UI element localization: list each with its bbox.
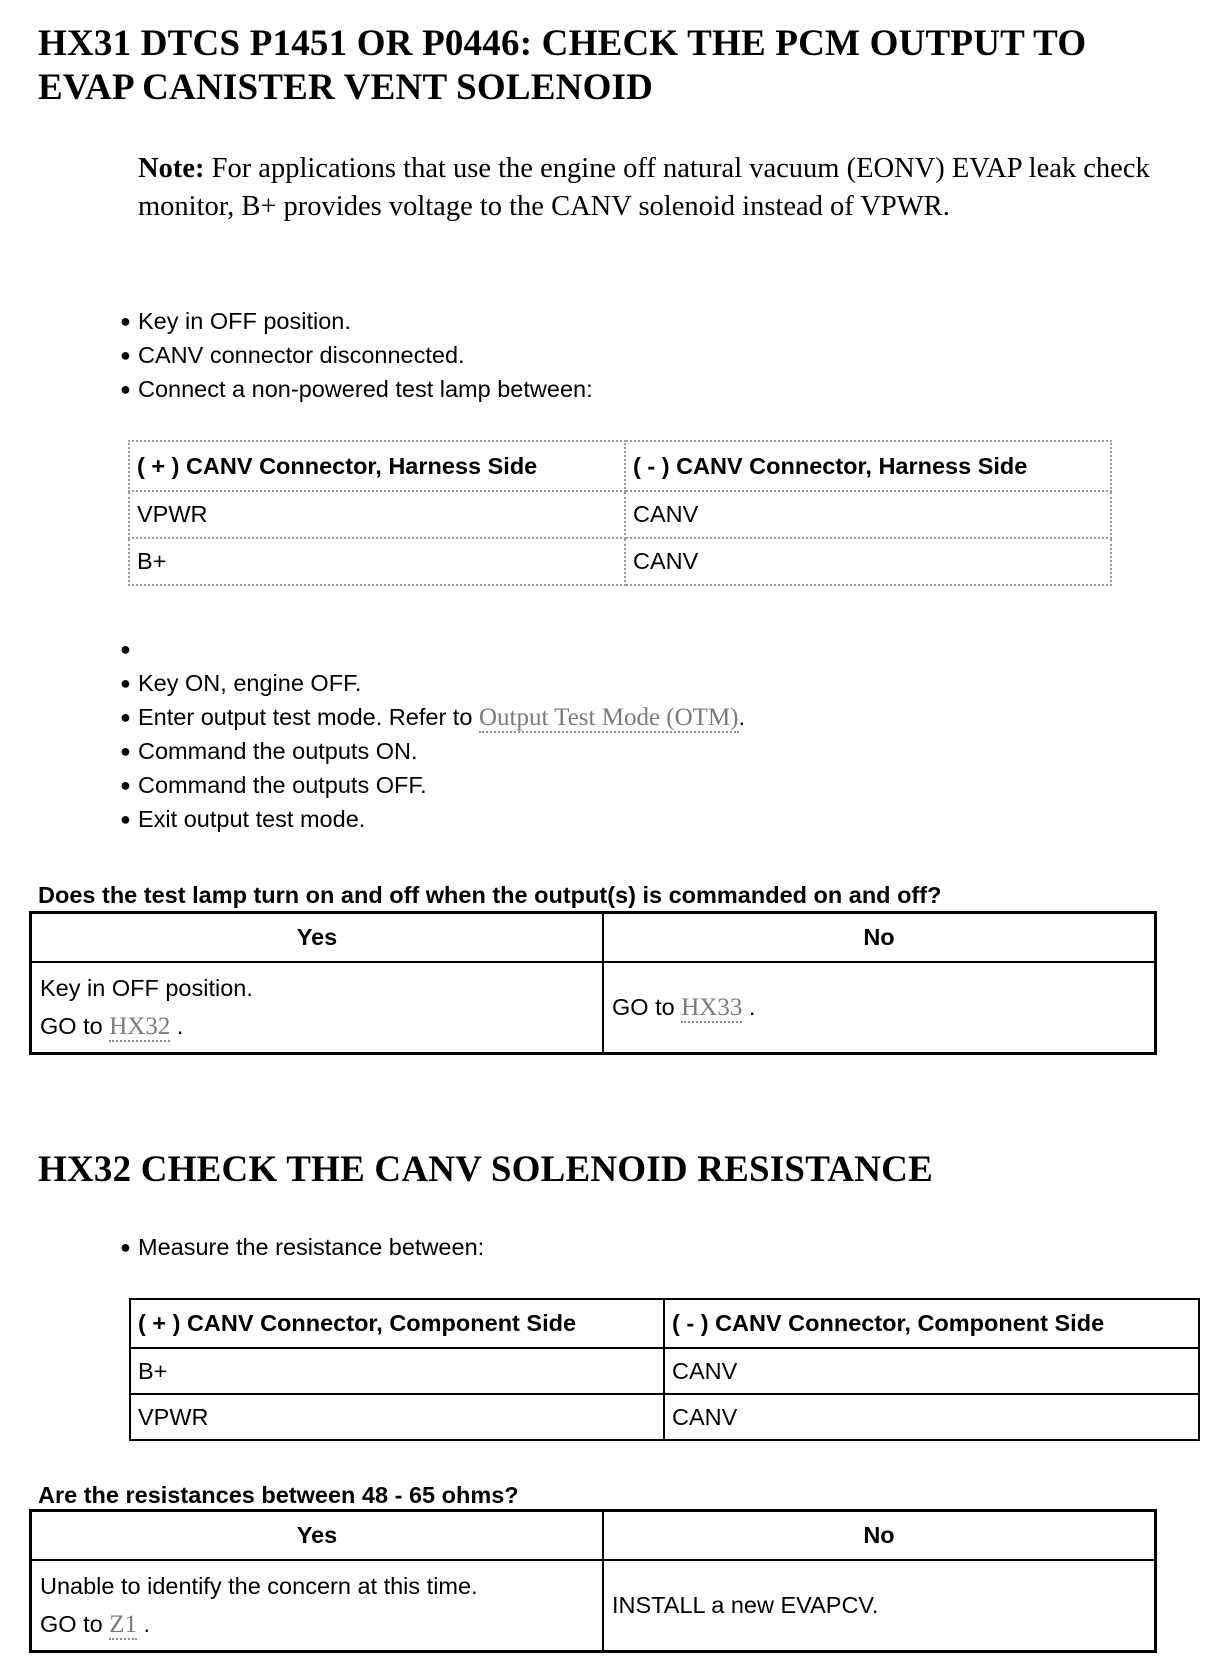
list-item: ● Command the outputs OFF.	[120, 768, 745, 802]
section-title-hx32: HX32 CHECK THE CANV SOLENOID RESISTANCE	[38, 1149, 933, 1190]
yes-cell: Unable to identify the concern at this time. GO to Z1 .	[31, 1560, 604, 1652]
bullet-icon: ●	[120, 639, 131, 659]
list-item: ● Command the outputs ON.	[120, 734, 745, 768]
connector-table-component	[129, 1298, 1200, 1441]
no-cell: GO to HX33 .	[603, 962, 1156, 1054]
table-cell: B+	[130, 1348, 664, 1394]
question-hx31: Does the test lamp turn on and off when the output(s) is commanded on and off?	[38, 882, 942, 908]
table-cell: CANV	[664, 1394, 1199, 1440]
list-item: ● CANV connector disconnected.	[120, 338, 593, 372]
z1-link[interactable]: Z1	[109, 1611, 137, 1638]
note-label: Note:	[138, 153, 205, 184]
table-header-row	[129, 441, 1111, 491]
table-cell: CANV	[664, 1348, 1199, 1394]
decision-table-hx32	[29, 1509, 1157, 1653]
table-row	[130, 1348, 1199, 1394]
bullet-icon: ●	[120, 345, 131, 365]
table-header-cell: ( + ) CANV Connector, Component Side	[130, 1299, 664, 1348]
list-item: ● Exit output test mode.	[120, 802, 745, 836]
table-header-row	[31, 913, 1156, 963]
table-cell: CANV	[625, 491, 1111, 538]
table-header-cell: ( + ) CANV Connector, Harness Side	[129, 441, 625, 491]
note-text: For applications that use the engine off natural vacuum (EONV) EVAP leak check monitor, B+ provides voltage to the CANV solenoid instead of VPWR.	[138, 153, 1150, 222]
step-list-hx32	[120, 1230, 484, 1264]
list-item: ● Key in OFF position.	[120, 304, 593, 338]
step-list-hx31-b	[120, 632, 745, 836]
table-row	[129, 538, 1111, 585]
yes-cell: Key in OFF position. GO to HX32 .	[31, 962, 604, 1054]
hx33-link[interactable]: HX33	[681, 993, 743, 1021]
question-hx32: Are the resistances between 48 - 65 ohms?	[38, 1482, 519, 1508]
table-cell: VPWR	[129, 491, 625, 538]
table-row	[31, 1560, 1156, 1652]
bullet-icon: ●	[120, 741, 131, 761]
bullet-icon: ●	[120, 707, 131, 727]
no-header: No	[603, 1511, 1156, 1561]
table-cell: VPWR	[130, 1394, 664, 1440]
table-header-row	[31, 1511, 1156, 1561]
bullet-icon: ●	[120, 311, 131, 331]
yes-header: Yes	[31, 913, 604, 963]
yes-header: Yes	[31, 1511, 604, 1561]
note-block	[138, 150, 1198, 226]
bullet-icon: ●	[120, 809, 131, 829]
step-list-hx31-a	[120, 304, 593, 406]
otm-link[interactable]: Output Test Mode (OTM)	[478, 704, 739, 731]
list-item: ● Enter output test mode. Refer to Output Test Mode (OTM).	[120, 700, 745, 734]
bullet-icon: ●	[120, 379, 131, 399]
table-cell: B+	[129, 538, 625, 585]
table-header-cell: ( - ) CANV Connector, Component Side	[664, 1299, 1199, 1348]
bullet-icon: ●	[120, 673, 131, 693]
list-item: ● Key ON, engine OFF.	[120, 666, 745, 700]
hx32-link[interactable]: HX32	[109, 1013, 171, 1040]
table-row	[31, 962, 1156, 1054]
list-item	[120, 632, 745, 666]
bullet-icon: ●	[120, 1237, 131, 1257]
list-item: ● Measure the resistance between:	[120, 1230, 484, 1264]
decision-table-hx31	[29, 911, 1157, 1055]
table-row	[130, 1394, 1199, 1440]
connector-table-harness	[128, 440, 1112, 586]
table-row	[129, 491, 1111, 538]
list-item: ● Connect a non-powered test lamp between:	[120, 372, 593, 406]
section-title-hx31: HX31 DTCS P1451 OR P0446: CHECK THE PCM OUTPUT TO EVAP CANISTER VENT SOLENOID	[38, 23, 1087, 108]
table-header-row	[130, 1299, 1199, 1348]
no-cell: INSTALL a new EVAPCV.	[603, 1560, 1156, 1652]
table-cell: CANV	[625, 538, 1111, 585]
no-header: No	[603, 913, 1156, 963]
bullet-icon: ●	[120, 775, 131, 795]
table-header-cell: ( - ) CANV Connector, Harness Side	[625, 441, 1111, 491]
